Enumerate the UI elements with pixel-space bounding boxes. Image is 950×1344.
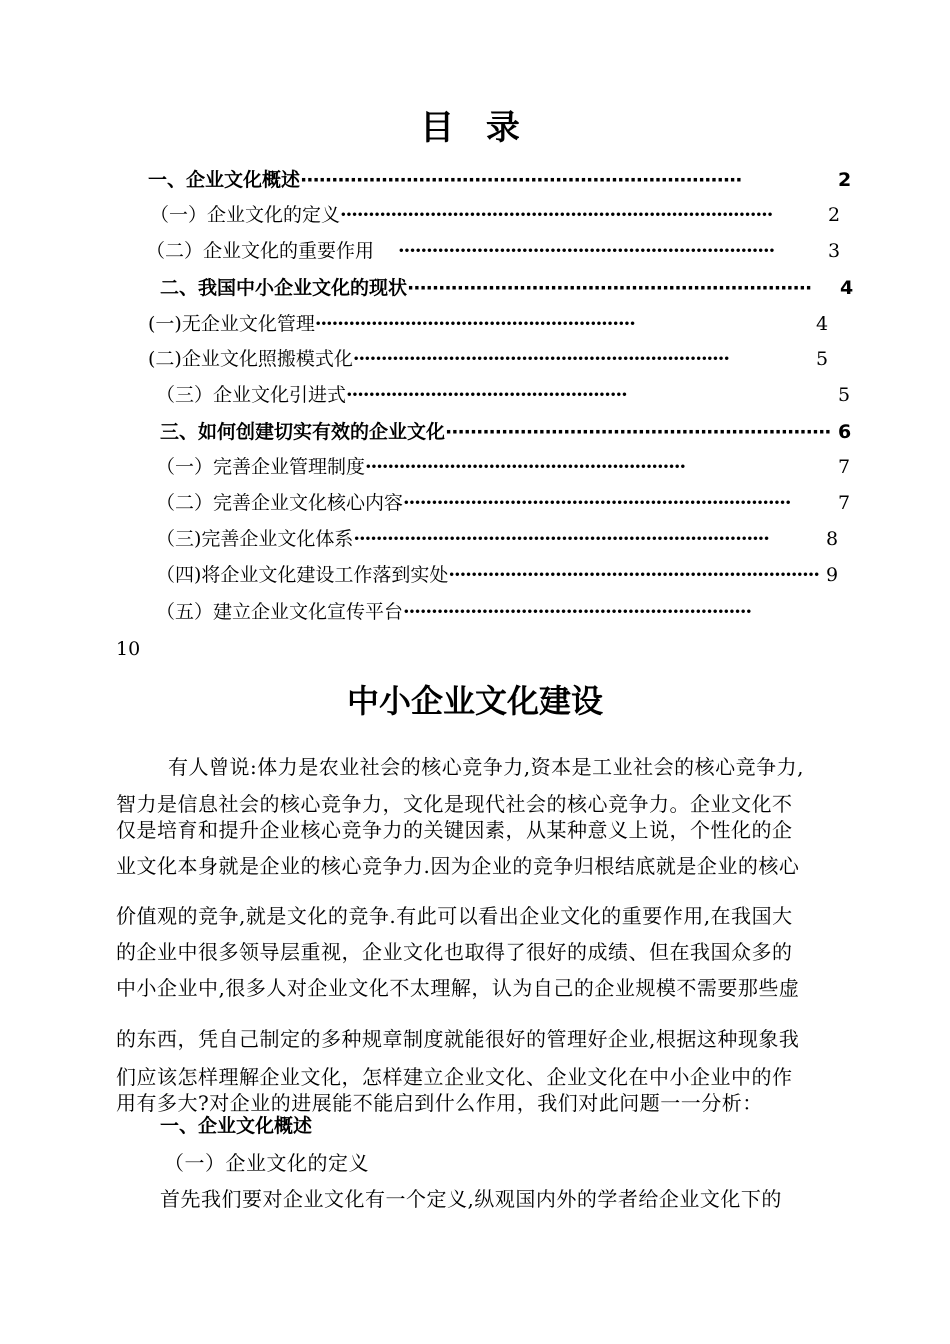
- toc-page-number: 7: [838, 456, 851, 478]
- toc-entry: （二）完善企业文化核心内容·····································································: [156, 492, 791, 514]
- toc-page-number: 2: [828, 204, 841, 226]
- subsection-heading: （一）企业文化的定义: [164, 1151, 369, 1175]
- toc-entry: （三）企业文化引进式··················································: [156, 384, 627, 406]
- toc-page-number: 2: [838, 169, 852, 191]
- toc-entry: 二、我国中小企业文化的现状·································································: [160, 277, 812, 299]
- body-line: 的企业中很多领导层重视，企业文化也取得了很好的成绩、但在我国众多的: [116, 940, 793, 964]
- toc-entry: (一)无企业文化管理·························································: [148, 313, 635, 335]
- toc-page-number: 4: [840, 277, 854, 299]
- toc-page-number: 7: [838, 492, 851, 514]
- toc-entry: （五）建立企业文化宣传平台······························································: [156, 601, 752, 623]
- toc-entry: (二)企业文化照搬模式化···································································: [148, 348, 730, 370]
- toc-entry: （四)将企业文化建设工作落到实处··································································: [156, 564, 819, 586]
- toc-page-number: 10: [116, 638, 141, 660]
- body-line: 的东西，凭自己制定的多种规章制度就能很好的管理好企业,根据这种现象我: [116, 1027, 800, 1051]
- body-line: 用有多大?对企业的进展能不能启到什么作用，我们对此问题一一分析：: [116, 1091, 763, 1115]
- body-line: 中小企业中,很多人对企业文化不太理解，认为自己的企业规模不需要那些虚: [116, 976, 800, 1000]
- body-line: 业文化本身就是企业的核心竞争力.因为企业的竞争归根结底就是企业的核心: [116, 854, 800, 878]
- body-line: 智力是信息社会的核心竞争力，文化是现代社会的核心竞争力。企业文化不: [116, 792, 793, 816]
- toc-page-number: 3: [828, 240, 841, 262]
- body-line: 有人曾说:体力是农业社会的核心竞争力,资本是工业社会的核心竞争力,: [168, 755, 804, 779]
- section-heading: 一、企业文化概述: [160, 1115, 313, 1137]
- toc-entry: （一）企业文化的定义·············································································: [150, 204, 773, 226]
- toc-entry: （二）企业文化的重要作用 ···································································: [146, 240, 775, 262]
- toc-page-number: 8: [826, 528, 839, 550]
- toc-page-number: 6: [838, 421, 852, 443]
- document-title: 中小企业文化建设: [346, 682, 603, 720]
- body-line: 首先我们要对企业文化有一个定义,纵观国内外的学者给企业文化下的: [160, 1187, 782, 1211]
- body-line: 们应该怎样理解企业文化，怎样建立企业文化、企业文化在中小企业中的作: [116, 1065, 793, 1089]
- body-line: 仅是培育和提升企业核心竞争力的关键因素，从某种意义上说，个性化的企: [116, 818, 793, 842]
- toc-page-number: 5: [816, 348, 829, 370]
- toc-entry: （一）完善企业管理制度·························································: [156, 456, 686, 478]
- toc-page-number: 4: [816, 313, 829, 335]
- toc-entry: （三)完善企业文化体系··········································································: [156, 528, 769, 550]
- body-line: 价值观的竞争,就是文化的竞争.有此可以看出企业文化的重要作用,在我国大: [116, 904, 793, 928]
- toc-title: 目 录: [420, 108, 530, 148]
- toc-page-number: 9: [826, 564, 839, 586]
- toc-page-number: 5: [838, 384, 851, 406]
- toc-entry: 一、企业文化概述·······································································: [148, 169, 742, 191]
- toc-entry: 三、如何创建切实有效的企业文化······························································: [160, 421, 831, 443]
